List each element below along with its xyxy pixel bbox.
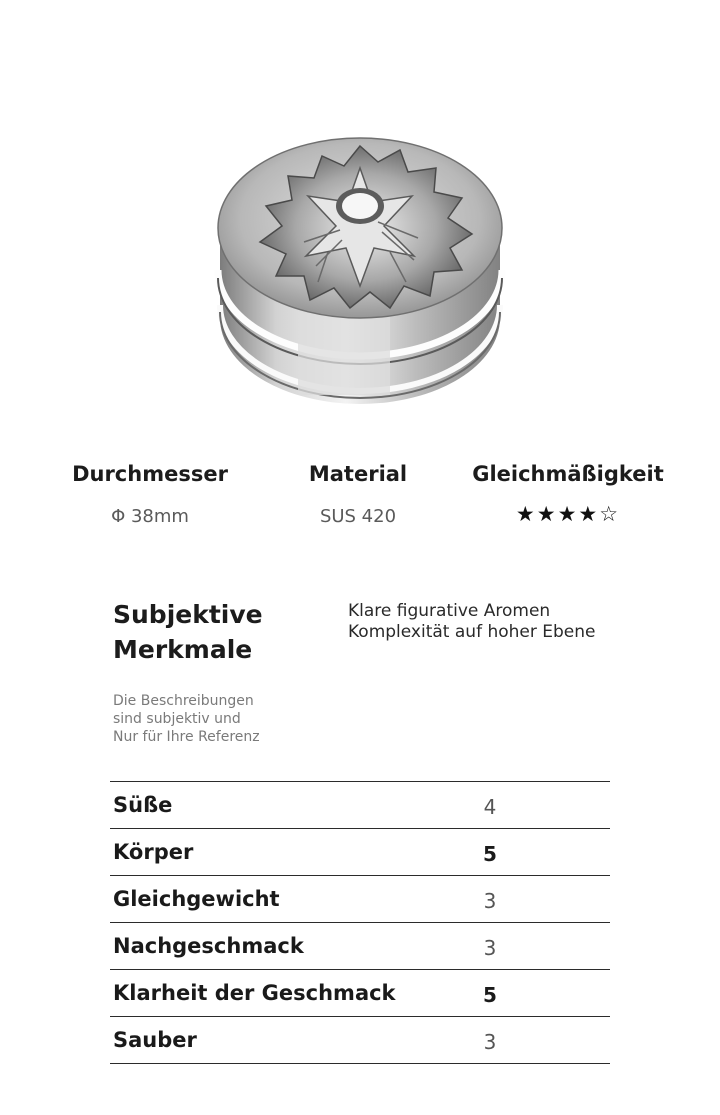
spec-diameter-value: Φ 38mm bbox=[111, 506, 189, 527]
disclaimer-line-3: Nur für Ihre Referenz bbox=[113, 729, 260, 745]
spec-material-value: SUS 420 bbox=[319, 506, 397, 527]
aroma-description bbox=[348, 601, 648, 643]
rating-label-sauber: Sauber bbox=[113, 1028, 197, 1052]
table-row bbox=[110, 876, 610, 923]
subjective-disclaimer bbox=[113, 692, 333, 746]
table-row bbox=[110, 829, 610, 876]
spec-diameter-title: Durchmesser bbox=[72, 462, 228, 486]
disclaimer-line-2: sind subjektiv und bbox=[113, 711, 241, 727]
rating-value-sauber: 3 bbox=[483, 1030, 497, 1054]
rating-label-suesse: Süße bbox=[113, 793, 173, 817]
spec-material bbox=[258, 462, 458, 527]
rating-label-klarheit: Klarheit der Geschmack bbox=[113, 981, 396, 1005]
rating-label-gleichgewicht: Gleichgewicht bbox=[113, 887, 280, 911]
rating-value-nachgeschmack: 3 bbox=[483, 936, 497, 960]
rating-value-klarheit: 5 bbox=[483, 983, 497, 1007]
subjective-heading bbox=[113, 597, 313, 667]
aroma-line-2: Komplexität auf hoher Ebene bbox=[348, 622, 596, 642]
table-row bbox=[110, 1017, 610, 1064]
rating-value-koerper: 5 bbox=[483, 842, 497, 866]
disclaimer-line-1: Die Beschreibungen bbox=[113, 693, 254, 709]
spec-uniformity-title: Gleichmäßigkeit bbox=[472, 462, 664, 486]
table-row bbox=[110, 970, 610, 1017]
rating-value-gleichgewicht: 3 bbox=[483, 889, 497, 913]
rating-value-suesse: 4 bbox=[483, 795, 497, 819]
subjective-heading-line2: Merkmale bbox=[113, 635, 253, 664]
spec-diameter bbox=[50, 462, 250, 527]
spec-material-title: Material bbox=[308, 462, 408, 486]
burr-product-image bbox=[200, 110, 520, 415]
table-row bbox=[110, 782, 610, 829]
rating-label-koerper: Körper bbox=[113, 840, 194, 864]
subjective-heading-line1: Subjektive bbox=[113, 600, 263, 629]
ratings-table bbox=[110, 781, 610, 1064]
table-row bbox=[110, 923, 610, 970]
spec-uniformity bbox=[468, 462, 668, 526]
aroma-line-1: Klare figurative Aromen bbox=[348, 601, 551, 621]
star-rating-icon: ★★★★☆ bbox=[515, 502, 621, 526]
rating-label-nachgeschmack: Nachgeschmack bbox=[113, 934, 304, 958]
